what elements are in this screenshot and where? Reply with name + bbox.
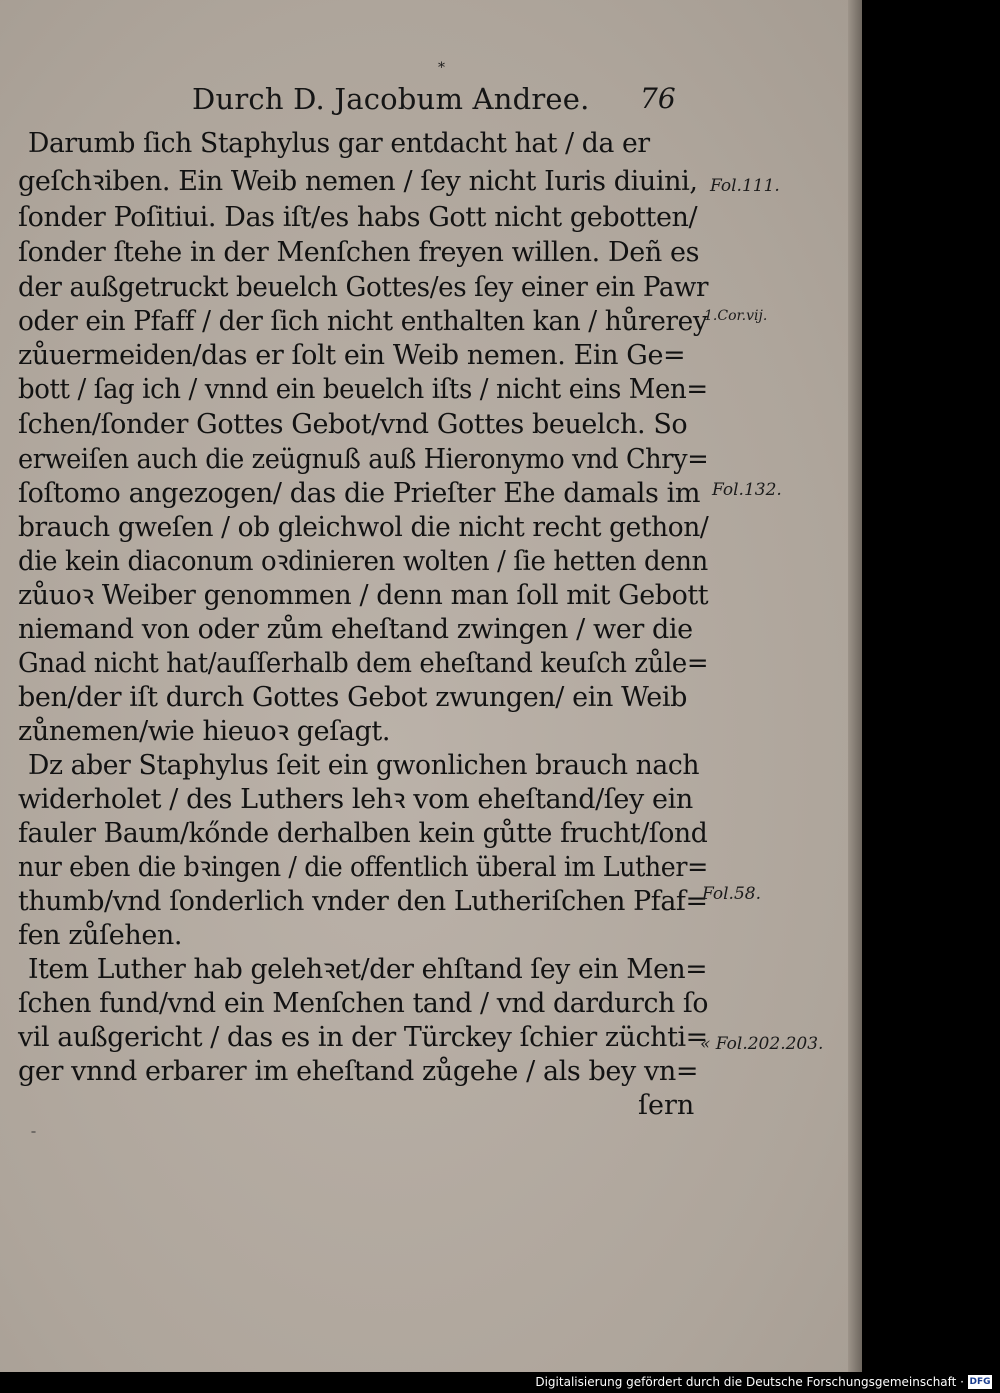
text-line: ben/der iſt durch Gottes Gebot zwungen/ ein Weib <box>18 682 687 713</box>
text-line: vil außgericht / das es in der Türckey ſchier züchti= <box>18 1022 708 1053</box>
text-line: zůnemen/wie hieuoꝛ geſagt. <box>18 716 391 747</box>
text-line: ſchen/ſonder Gottes Gebot/vnd Gottes beuelch. So <box>18 409 688 440</box>
text-line: Darumb ſich Staphylus gar entdacht hat / da er <box>28 128 650 159</box>
margin-note: Fol.111. <box>710 176 780 196</box>
margin-note: 1.Cor.vij. <box>704 308 768 324</box>
page-edge <box>848 0 862 1372</box>
text-line: zůuermeiden/das er ſolt ein Weib nemen. Ein Ge= <box>18 340 686 371</box>
text-line: die kein diaconum oꝛdinieren wolten / ſie hetten denn <box>18 546 708 577</box>
text-line: zůuoꝛ Weiber genommen / denn man ſoll mit Gebott <box>18 580 709 611</box>
text-line: Item Luther hab gelehꝛet/der ehſtand ſey ein Men= <box>28 954 708 985</box>
dfg-logo-icon: DFG <box>969 1377 991 1387</box>
text-line: ſchen fund/vnd ein Menſchen tand / vnd dardurch ſo <box>18 988 709 1019</box>
margin-note: « Fol.202.203. <box>700 1034 824 1054</box>
text-line: nur eben die bꝛingen / die offentlich überal im Luther= <box>18 852 708 883</box>
text-line: geſchꝛiben. Ein Weib nemen / ſey nicht Iuris diuini, <box>18 166 698 197</box>
footer-credit: Digitalisierung gefördert durch die Deutsche Forschungsgemeinschaft · <box>535 1375 964 1389</box>
text-line: fen zůſehen. <box>18 920 183 951</box>
text-line: ger vnnd erbarer im eheſtand zůgehe / als bey vn= <box>18 1056 699 1087</box>
text-line: bott / ſag ich / vnnd ein beuelch iſts / nicht eins Men= <box>18 374 708 405</box>
page-number: 76 <box>640 82 676 115</box>
text-line: oder ein Pfaff / der ſich nicht enthalten kan / hůrerey <box>18 306 708 337</box>
text-line: ſonder ſtehe in der Menſchen freyen willen. Deñ es <box>18 237 700 268</box>
text-line: niemand von oder zům eheſtand zwingen / wer die <box>18 614 693 645</box>
text-line: Dz aber Staphylus ſeit ein gwonlichen brauch nach <box>28 750 700 781</box>
text-line: fauler Baum/kőnde derhalben kein gůtte frucht/ſond <box>18 818 708 849</box>
text-line: widerholet / des Luthers lehꝛ vom eheſtand/ſey ein <box>18 784 693 815</box>
text-line: ſoſtomo angezogen/ das die Prieſter Ehe damals im <box>18 478 701 509</box>
running-title: Durch D. Jacobum Andree. <box>192 82 590 116</box>
text-line: Gnad nicht hat/auſſerhalb dem eheſtand keuſch zůle= <box>18 648 709 679</box>
stray-mark: ˉ <box>30 1130 37 1146</box>
signature-mark: * <box>438 60 445 76</box>
text-line: thumb/vnd ſonderlich vnder den Lutheriſchen Pfaf= <box>18 886 708 917</box>
catchword: ſern <box>638 1090 695 1121</box>
text-line: erweiſen auch die zeügnuß auß Hieronymo vnd Chry= <box>18 444 709 475</box>
footer-bar <box>0 1372 1000 1393</box>
margin-note: Fol.132. <box>712 480 782 500</box>
text-line: brauch gweſen / ob gleichwol die nicht recht gethon/ <box>18 512 709 543</box>
text-line: der außgetruckt beuelch Gottes/es ſey einer ein Pawr <box>18 272 709 303</box>
text-line: ſonder Poſitiui. Das iſt/es habs Gott nicht gebotten/ <box>18 202 698 233</box>
margin-note: Fol.58. <box>702 884 761 904</box>
